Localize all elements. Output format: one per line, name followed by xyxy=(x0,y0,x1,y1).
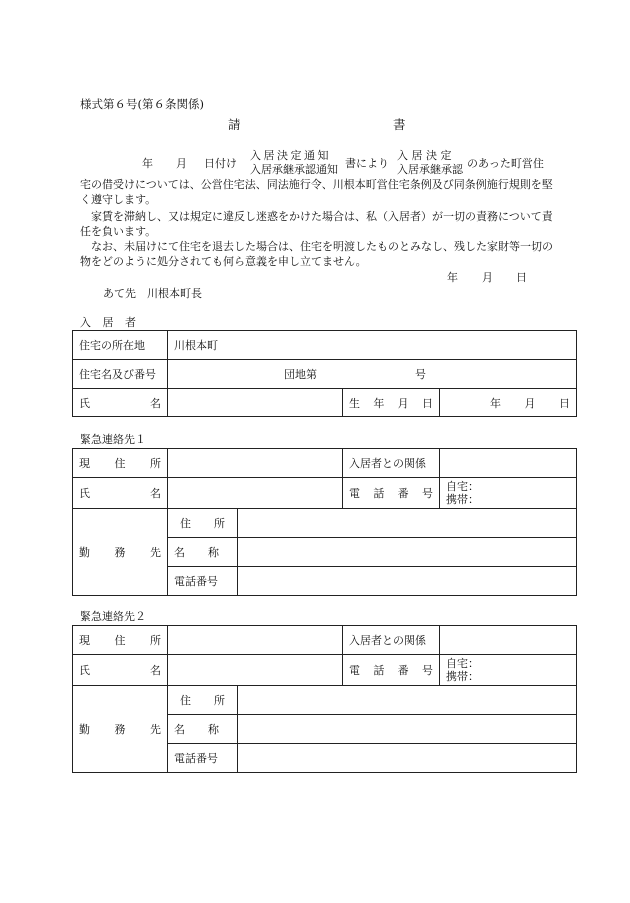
c1-work-address-label: 住 所 xyxy=(168,509,238,538)
c2-work-name-value[interactable] xyxy=(238,715,577,744)
title-right: 書 xyxy=(393,117,406,132)
sign-date-month: 月 xyxy=(482,271,493,284)
decision-option-bottom: 入居承継承認 xyxy=(397,162,463,176)
name-label: 氏 名 xyxy=(73,389,168,417)
contact2-name-row xyxy=(73,655,577,686)
c1-work-label: 勤 務 先 xyxy=(73,509,168,596)
c2-work-address-label: 住 所 xyxy=(168,686,238,715)
name-number-label: 住宅名及び番号 xyxy=(73,360,168,389)
resident-name-row xyxy=(73,389,577,417)
resident-heading: 入 居 者 xyxy=(80,316,140,329)
notice-option-stack xyxy=(250,149,338,176)
contact2-heading: 緊急連絡先２ xyxy=(80,610,146,623)
c1-relation-value[interactable] xyxy=(440,449,577,478)
contact2-table xyxy=(72,625,577,773)
c1-phone-label: 電 話 番 号 xyxy=(343,478,440,509)
c1-work-phone-value[interactable] xyxy=(238,567,577,596)
c2-phone-value[interactable] xyxy=(440,655,577,686)
c1-work-phone-label: 電話番号 xyxy=(168,567,238,596)
addressee: あて先 川根本町長 xyxy=(103,287,202,300)
resident-name-number-row xyxy=(73,360,577,389)
sign-date-year: 年 xyxy=(447,271,458,284)
birth-label: 生 年 月 日 xyxy=(343,389,440,417)
paragraph-2: 家賃を滞納し、又は規定に違反し迷惑をかけた場合は、私（入居者）が一切の責務について責任を負います。 xyxy=(80,210,553,238)
date-year: 年 xyxy=(142,157,153,170)
c1-phone-value[interactable] xyxy=(440,478,577,509)
niyori-text: 書により xyxy=(345,157,389,170)
title-left: 請 xyxy=(228,117,241,132)
c1-work-name-value[interactable] xyxy=(238,538,577,567)
date-month: 月 xyxy=(176,157,187,170)
c1-mobile-phone: 携帯： xyxy=(446,493,479,506)
c1-name-label: 氏 名 xyxy=(73,478,168,509)
c2-relation-label: 入居者との関係 xyxy=(343,626,440,655)
notice-option-top: 入居決定通知 xyxy=(250,149,331,162)
paragraph-3: なお、未届けにて住宅を退去した場合は、住宅を明渡したものとみなし、残した家財等一切の物をどのように処分されても何ら意義を申し立てません。 xyxy=(80,240,553,268)
c2-relation-value[interactable] xyxy=(440,626,577,655)
resident-location-row xyxy=(73,331,577,360)
c2-work-label: 勤 務 先 xyxy=(73,686,168,773)
c2-address-value[interactable] xyxy=(168,626,343,655)
c1-address-label: 現 住 所 xyxy=(73,449,168,478)
decision-option-top: 入 居 決 定 xyxy=(397,149,452,162)
contact1-name-row xyxy=(73,478,577,509)
c1-work-address-value[interactable] xyxy=(238,509,577,538)
contact1-work-address-row xyxy=(73,509,577,538)
c2-work-phone-value[interactable] xyxy=(238,744,577,773)
c2-home-phone: 自宅： xyxy=(446,657,479,670)
decision-option-stack xyxy=(397,149,463,176)
date-line-tail: のあった町営住 xyxy=(467,157,544,170)
c2-work-address-value[interactable] xyxy=(238,686,577,715)
name-value[interactable] xyxy=(168,389,343,417)
contact1-heading: 緊急連絡先１ xyxy=(80,433,146,446)
c2-phone-label: 電 話 番 号 xyxy=(343,655,440,686)
form-number: 様式第６号(第６条関係) xyxy=(80,97,204,111)
c2-name-value[interactable] xyxy=(168,655,343,686)
danchi-text: 団地第 xyxy=(284,368,317,381)
c2-work-name-label: 名 称 xyxy=(168,715,238,744)
c2-mobile-phone: 携帯： xyxy=(446,670,479,683)
go-text: 号 xyxy=(415,368,426,381)
c2-address-label: 現 住 所 xyxy=(73,626,168,655)
sign-date-day: 日 xyxy=(516,271,527,284)
date-day-tsuke: 日付け xyxy=(204,157,237,170)
location-label: 住宅の所在地 xyxy=(73,331,168,360)
notice-option-bottom: 入居承継承認通知 xyxy=(250,162,338,176)
birth-value[interactable]: 年 月 日 xyxy=(440,389,577,417)
name-number-field[interactable] xyxy=(168,360,577,389)
contact2-address-row xyxy=(73,626,577,655)
c2-work-phone-label: 電話番号 xyxy=(168,744,238,773)
contact2-work-address-row xyxy=(73,686,577,715)
paragraph-1: 宅の借受けについては、公営住宅法、同法施行令、川根本町営住宅条例及び同条例施行規則を堅く遵守します。 xyxy=(80,178,553,206)
c1-relation-label: 入居者との関係 xyxy=(343,449,440,478)
location-value[interactable]: 川根本町 xyxy=(168,331,577,360)
c1-home-phone: 自宅： xyxy=(446,480,479,493)
contact1-table xyxy=(72,448,577,596)
c2-name-label: 氏 名 xyxy=(73,655,168,686)
c1-work-name-label: 名 称 xyxy=(168,538,238,567)
c1-address-value[interactable] xyxy=(168,449,343,478)
contact1-address-row xyxy=(73,449,577,478)
resident-table xyxy=(72,330,577,417)
c1-name-value[interactable] xyxy=(168,478,343,509)
